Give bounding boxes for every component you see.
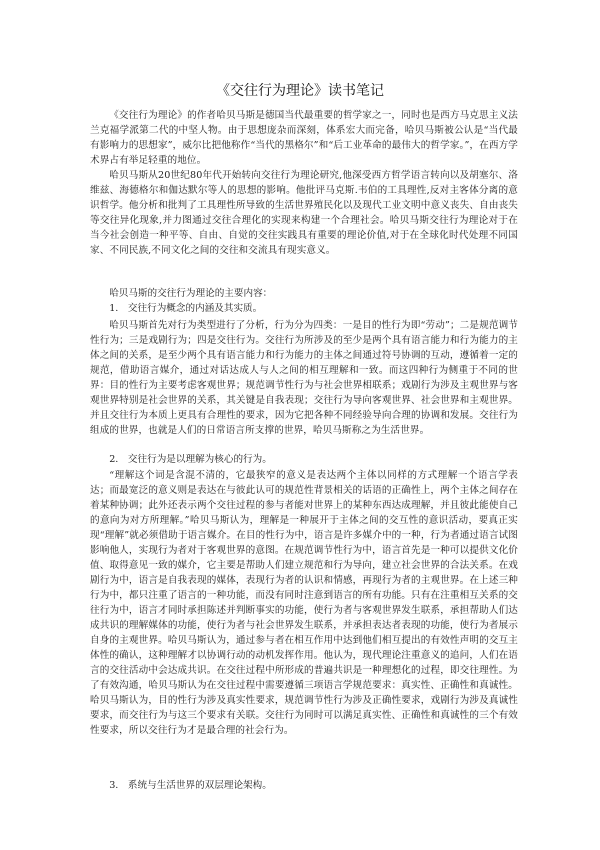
intro-line: 哈贝马斯的交往行为理论的主要内容： <box>109 288 273 299</box>
paragraph-action-types: 哈贝马斯首先对行为类型进行了分析，行为分为四类：一是目的性行为即“劳动”；二是规范调节性行为；三是戏剧行为；四是交往行为。交往行为所涉及的至少是两个具有语言能力和行为能力的主体之间的关系，是至少两个具有语言能力和行为能力的主体之间通过符号协调的互动，遵循着一定的规范，借助语言媒介，通过对话达成人与人之间的相互理解和一致。而这四种行为侧重于不同的世界：目的性行为主要考虑客观世界；规范调节性行为与社会世界相联系；戏剧行为涉及主观世界与客观世界特别是社会世界的关系，其关键是自我表现；交往行为导向客观世界、社会世界和主观世界。并且交往行为本质上更具有合理性的要求，因为它把各种不同经验导向合理的协调和发展。交往行为组成的世界，也就是人们的日常语言所支撑的世界，哈贝马斯称之为生活世界。 <box>90 320 518 436</box>
section-heading-2: 2. 交往行为是以理解为核心的行为。 <box>109 454 272 465</box>
paragraph-author-intro: 《交往行为理论》的作者哈贝马斯是德国当代最重要的哲学家之一，同时也是西方马克思主义法兰克福学派第二代的中坚人物。由于思想庞杂而深刻，体系宏大而完备，哈贝马斯被公认是“当代最有影响力的思想家”，威尔比把他称作“当代的黑格尔”和“后工业革命的最伟大的哲学家。”，在西方学术界占有举足轻重的地位。 <box>90 110 518 166</box>
section-heading-1: 1. 交往行为概念的内涵及其实质。 <box>109 303 263 314</box>
paragraph-theory-background: 哈贝马斯从20世纪80年代开始转向交往行为理论研究,他深受西方哲学语言转向以及胡塞尔、洛维兹、海德格尔和伽达默尔等人的思想的影响。他批评马克斯.韦伯的工具理性,反对主客体分离的意识哲学。他分析和批判了工具理性所导致的生活世界殖民化以及现代工业文明中意义丧失、自由丧失等交往异化现象,并力图通过交往合理化的实现来构建一个合理社会。哈贝马斯交往行为理论对于在当今社会创造一种平等、自由、自觉的交往实践具有重要的理论价值,对于在全球化时代处理不同国家、不同民族,不同文化之间的交往和交流具有现实意义。 <box>90 170 518 256</box>
document-title: 《交往行为理论》读书笔记 <box>216 83 384 99</box>
paragraph-understanding: “理解这个词是含混不清的，它最狭窄的意义是表达两个主体以同样的方式理解一个语言学表达；而最宽泛的意义则是表达在与彼此认可的规范性背景相关的话语的正确性上，两个主体之间存在着某种协调；此外还表示两个交往过程的参与者能对世界上的某种东西达成理解，并且彼此能使自己的意向为对方所理解。”哈贝马斯认为，理解是一种展开于主体之间的交互性的意识活动，要真正实现“理解”就必须借助于语言媒介。在目的性行为中，语言是许多媒介中的一种，行为者通过语言试图影响他人，实现行为者对于客观世界的意图。在规范调节性行为中，语言首先是一种可以提供文化价值、取得意见一致的媒介，它主要是帮助人们建立规范和行为导向，建立社会世界的合法关系。在戏剧行为中，语言是自我表现的媒体，表现行为者的认识和情感，再现行为者的主观世界。在上述三种行为中，都只注重了语言的一种功能，而没有同时注意到语言的所有功能。只有在注重相互关系的交往行为中，语言才同时承担陈述并判断事实的功能，使行为者与客观世界发生联系，承担帮助人们达成共识的理解媒体的功能，使行为者与社会世界发生联系，并承担表达者表现的功能，使行为者展示自身的主观世界。哈贝马斯认为，通过参与者在相互作用中达到他们相互提出的有效性声明的交互主体性的确认，这种理解才以协调行动的动机发挥作用。他认为，现代理论注重意义的追问，人们在语言的交往活动中会达成共识。在交往过程中所形成的普遍共识是一种理想化的过程，即交往理性。为了有效沟通，哈贝马斯认为在交往过程中需要遵循三项语言学规范要求：真实性、正确性和真诚性。哈贝马斯认为，目的性行为涉及真实性要求，规范调节性行为涉及正确性要求，戏剧行为涉及真诚性要求，而交往行为与这三个要求有关联。交往行为同时可以满足真实性、正确性和真诚性的三个有效性要求，所以交往行为才是最合理的社会行为。 <box>90 470 518 736</box>
section-heading-3: 3. 系统与生活世界的双层理论架构。 <box>109 780 272 791</box>
